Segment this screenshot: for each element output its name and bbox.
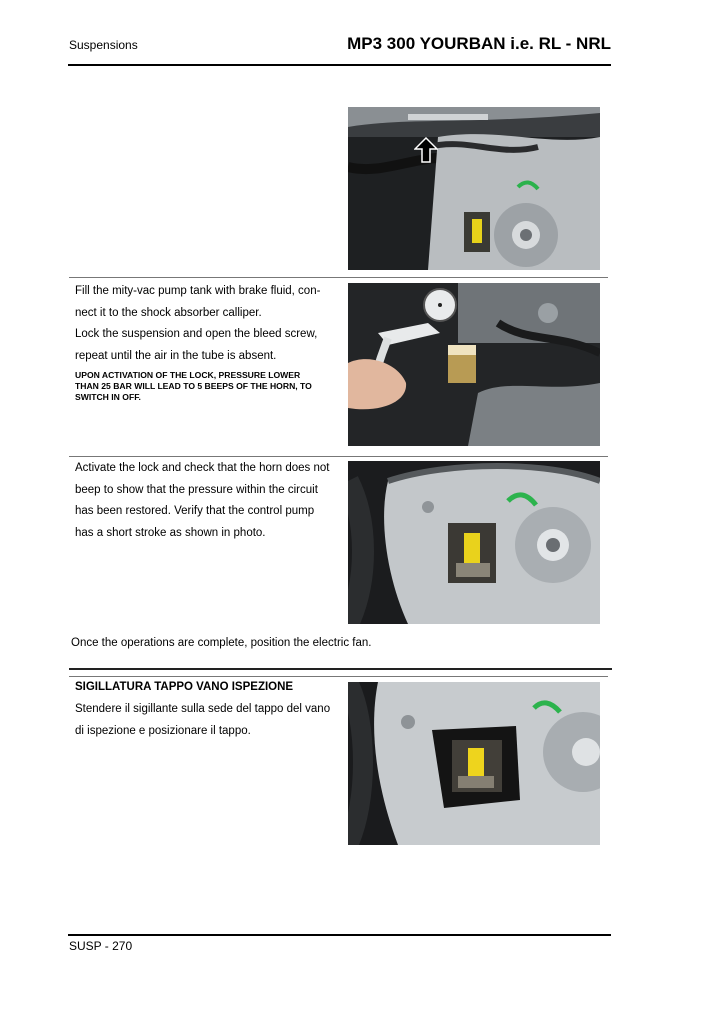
step-1-line-3: Lock the suspension and open the bleed screw, (75, 328, 318, 340)
step-1-line-4: repeat until the air in the tube is absent. (75, 349, 277, 362)
step-1-line-2: nect it to the shock absorber calliper. (75, 306, 262, 319)
sealing-line-1: Stendere il sigillante sulla sede del tappo del vano (75, 703, 331, 715)
step-2-line-3: has been restored. Verify that the control pump (75, 505, 315, 517)
step-2-text (75, 458, 340, 544)
footer-rule (68, 934, 611, 936)
warning-line-2: THAN 25 BAR WILL LEAD TO 5 BEEPS OF THE HORN, TO (75, 381, 312, 391)
step-divider (69, 456, 608, 457)
arrow-up-icon (414, 137, 438, 163)
section-title: Suspensions (69, 38, 138, 52)
step-2-line-2: beep to show that the pressure within the circuit (75, 483, 318, 496)
step-2-line-1: Activate the lock and check that the horn does not (75, 462, 330, 474)
step-1-text (75, 281, 340, 367)
header-rule (68, 64, 611, 66)
photo-mity-vac-pump (348, 283, 600, 446)
sealing-line-2: di ispezione e posizionare il tappo. (75, 724, 251, 737)
photo-engine-arrow (348, 107, 600, 270)
warning-line-1: UPON ACTIVATION OF THE LOCK, PRESSURE LOWER (75, 370, 301, 380)
closing-note: Once the operations are complete, position the electric fan. (71, 637, 372, 649)
step-2-line-4: has a short stroke as shown in photo. (75, 526, 266, 539)
sealing-text (75, 699, 340, 742)
section-rule (69, 668, 612, 670)
step-1-warning (75, 370, 340, 403)
section-rule-thin (69, 676, 608, 677)
step-1-line-1: Fill the mity-vac pump tank with brake fluid, con- (75, 285, 321, 297)
step-divider (69, 277, 608, 278)
warning-line-3: SWITCH IN OFF. (75, 392, 141, 402)
photo-control-pump (348, 461, 600, 624)
photo-inspection-cap (348, 682, 600, 845)
sealing-heading: SIGILLATURA TAPPO VANO ISPEZIONE (75, 681, 294, 693)
page-number: SUSP - 270 (69, 939, 133, 953)
document-title: MP3 300 YOURBAN i.e. RL - NRL (347, 34, 611, 53)
